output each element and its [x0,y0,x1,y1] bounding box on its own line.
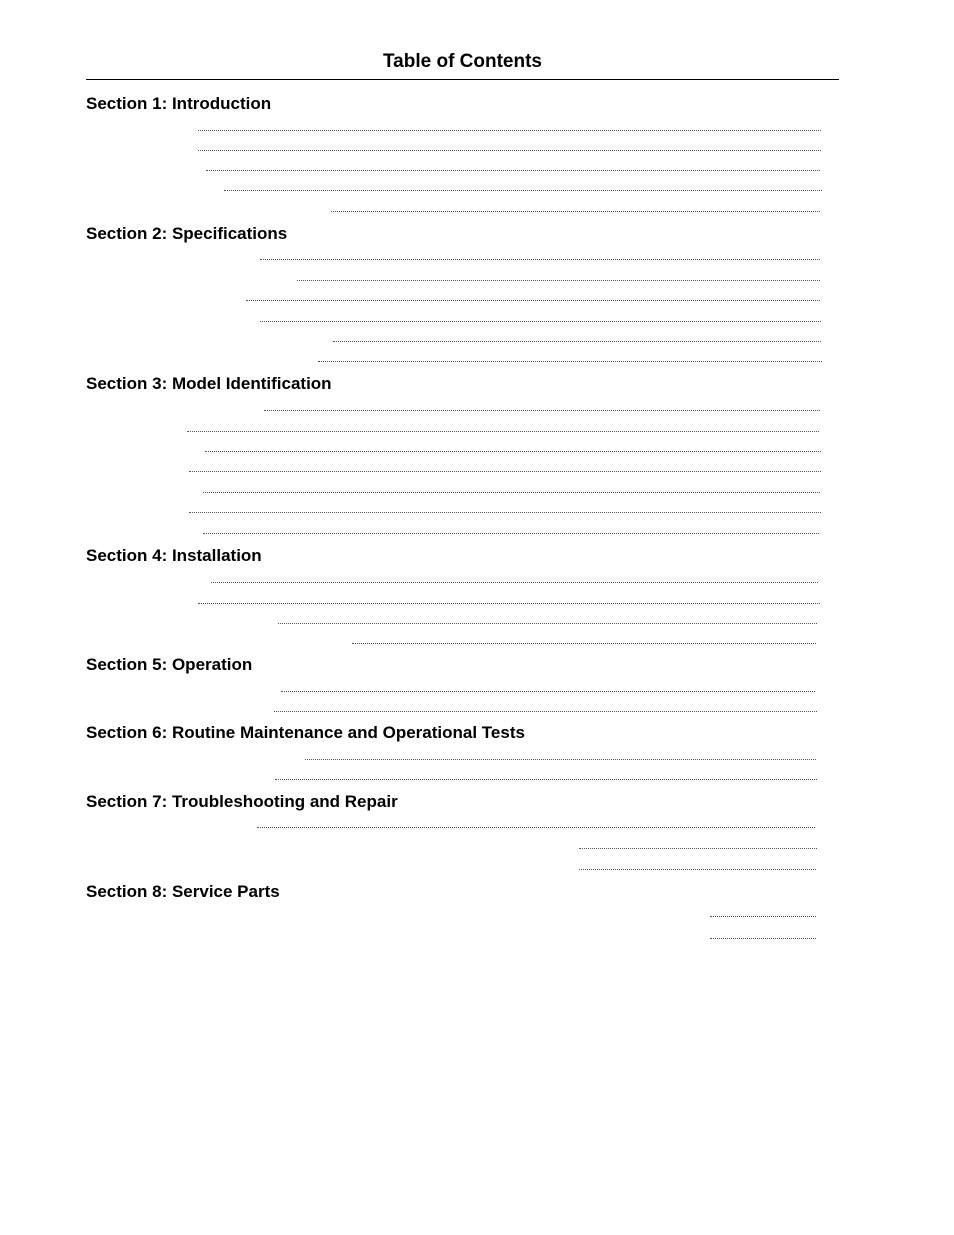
toc-entry-leader [710,916,816,917]
toc-entry-leader [275,779,817,780]
section-heading-5: Section 5: Operation [86,655,253,674]
toc-entry-leader [281,691,815,692]
section-heading-6: Section 6: Routine Maintenance and Operational Tests [86,723,525,742]
toc-entry-leader [333,341,821,342]
toc-entry-leader [274,711,817,712]
title-divider [86,79,839,80]
toc-entry-leader [203,492,820,493]
toc-entry-leader [189,512,821,513]
section-heading-1: Section 1: Introduction [86,94,272,113]
toc-entry-leader [206,170,820,171]
toc-entry-leader [189,471,821,472]
toc-entry-leader [579,869,816,870]
toc-entry-leader [264,410,820,411]
toc-entry-leader [352,643,816,644]
toc-entry-leader [260,259,820,260]
section-heading-7: Section 7: Troubleshooting and Repair [86,792,398,811]
toc-entry-leader [211,582,818,583]
toc-entry-leader [257,827,815,828]
toc-entry-leader [318,361,822,362]
section-heading-2: Section 2: Specifications [86,224,288,243]
toc-entry-leader [331,211,820,212]
toc-entry-leader [203,533,819,534]
toc-entry-leader [198,603,820,604]
toc-entry-leader [278,623,817,624]
toc-entry-leader [187,431,819,432]
toc-entry-leader [198,150,821,151]
toc-entry-leader [305,759,816,760]
section-heading-8: Section 8: Service Parts [86,882,280,901]
section-heading-4: Section 4: Installation [86,546,262,565]
toc-entry-leader [579,848,817,849]
toc-entry-leader [297,280,820,281]
toc-entry-leader [198,130,821,131]
toc-entry-leader [710,938,816,939]
toc-entry-leader [246,300,820,301]
page-title: Table of Contents [382,51,543,72]
toc-entry-leader [205,451,821,452]
toc-entry-leader [260,321,821,322]
toc-entry-leader [224,190,822,191]
section-heading-3: Section 3: Model Identification [86,374,332,393]
